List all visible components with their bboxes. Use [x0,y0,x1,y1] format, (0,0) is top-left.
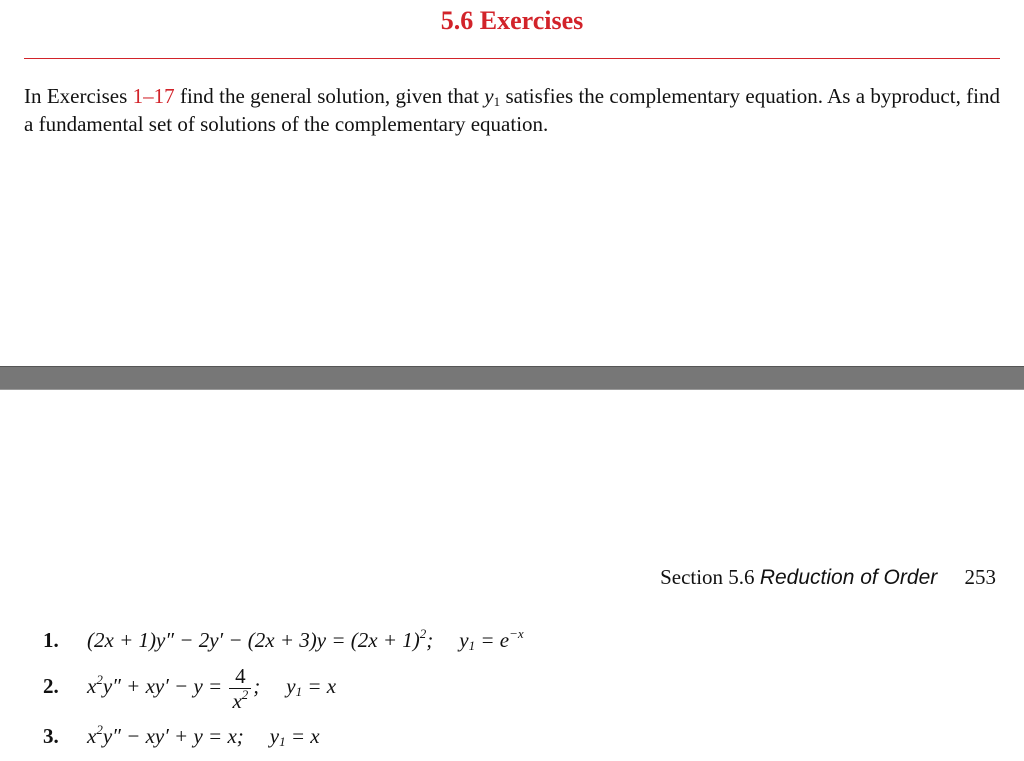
given-equals: = e [475,628,510,652]
denominator-exponent: 2 [241,687,249,702]
given-solution [270,724,320,748]
running-head-section: Section 5.6 [660,565,755,589]
running-head-title: Reduction of Order [759,566,938,589]
exercise-equation [87,628,433,652]
given-var: y [286,674,296,699]
given-equals: = x [285,724,320,748]
exercise-range-link[interactable]: 1–17 [132,84,175,108]
page-number: 253 [964,565,996,589]
intro-text-2: find the general solution, given that [174,84,485,108]
exercise-number: 1. [43,628,59,652]
given-solution [459,628,523,652]
exercise-equation [87,664,261,713]
equation-end: ; [426,628,434,652]
equation-text: y″ + xy′ − y = [102,674,228,699]
equation-exponent: 2 [96,722,103,737]
given-solution [286,674,336,698]
equation-exponent: 2 [419,626,427,641]
given-var: y [459,628,469,652]
intro-text-1: In Exercises [24,84,133,108]
page-break-bar [0,366,1024,390]
given-equals: = x [302,674,337,699]
exercise-number: 3. [43,724,59,748]
running-head [660,565,996,590]
given-exponent: −x [509,626,524,641]
section-title: 5.6 Exercises [440,6,584,35]
exercise-item [43,724,320,749]
equation-text: y″ − xy′ + y = x; [102,724,244,748]
intro-text-3: satisfies the complementary equation. As a byproduct, find a fundamental set of solutions of the complementary equation. [24,84,1000,136]
given-var: y [269,724,280,748]
equation-text: (2x + 1)y″ − 2y′ − (2x + 3)y = (2x + 1) [87,628,420,652]
intro-paragraph [24,82,1000,138]
equation-text: x [87,724,97,748]
given-subscript: 1 [468,638,476,653]
fraction-denominator [229,689,251,713]
denominator-var: x [232,689,242,713]
intro-variable-subscript: 1 [493,94,501,109]
exercise-number: 2. [43,674,59,699]
given-subscript: 1 [279,734,286,749]
given-subscript: 1 [295,684,303,700]
equation-end: ; [253,674,261,699]
equation-exponent: 2 [96,672,103,688]
fraction-numerator: 4 [229,664,251,689]
intro-variable: y [484,84,494,108]
exercise-item [43,628,524,653]
exercise-item [43,664,336,713]
equation-text: x [87,674,97,699]
title-rule [24,58,1000,59]
exercise-equation [87,724,244,748]
fraction [229,664,251,713]
